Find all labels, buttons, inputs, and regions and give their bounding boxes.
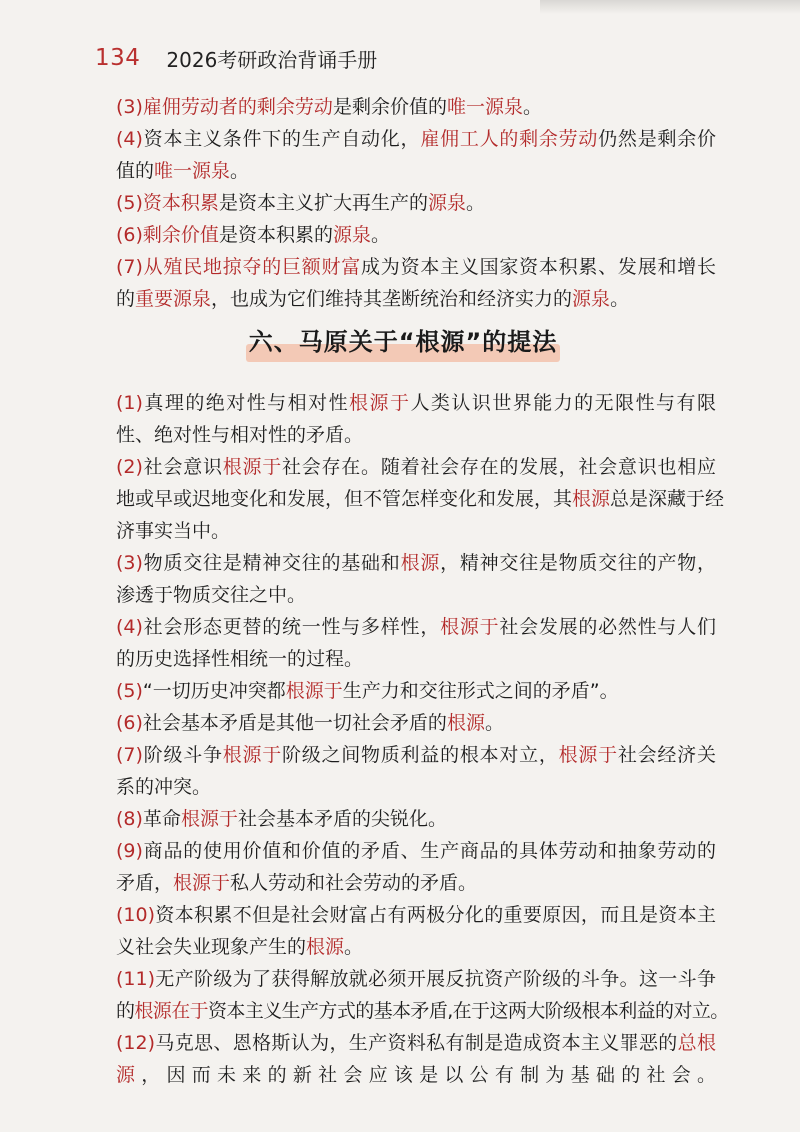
- text-line: [116, 219, 716, 251]
- text-line: [116, 899, 716, 931]
- text-line: [116, 675, 716, 707]
- text-segment: 系的冲突。: [116, 776, 212, 798]
- text-line: [116, 835, 716, 867]
- text-line: [116, 611, 716, 643]
- text-segment: 矛盾，: [116, 872, 174, 894]
- highlighted-term: 根源: [446, 712, 485, 734]
- text-segment: 阶级之间物质利益的根本对立，: [282, 744, 559, 766]
- item-number: (12): [116, 1032, 156, 1054]
- highlighted-term: 根源: [572, 488, 611, 510]
- highlighted-term: 雇佣工人的剩余劳动: [420, 128, 599, 150]
- text-segment: 社会经济关: [617, 744, 716, 766]
- text-segment: 是资本积累的: [218, 224, 333, 246]
- text-segment: 济事实当中。: [116, 520, 231, 542]
- text-segment: 物质交往是精神交往的基础和: [142, 552, 401, 574]
- text-line: [116, 643, 716, 675]
- text-line: [116, 579, 716, 611]
- text-segment: 。: [465, 192, 485, 214]
- text-line: [116, 387, 716, 419]
- text-segment: 社会基本矛盾是其他一切社会矛盾的: [142, 712, 447, 734]
- highlighted-term: 从殖民地掠夺的巨额财富: [142, 256, 362, 278]
- text-segment: 地或早或迟地变化和发展，但不管怎样变化和发展，其: [116, 488, 573, 510]
- text-line: [116, 283, 716, 315]
- highlighted-term: 源: [116, 1064, 142, 1086]
- text-line: [116, 155, 716, 187]
- item-number: (1): [116, 392, 143, 414]
- text-segment: 真理的绝对性与相对性: [142, 392, 350, 414]
- text-segment: 社会形态更替的统一性与多样性，: [142, 616, 441, 638]
- highlighted-term: 源泉: [572, 288, 611, 310]
- text-line: [116, 251, 716, 283]
- text-segment: 的历史选择性相统一的过程。: [116, 648, 364, 670]
- text-segment: 总是深藏于经: [610, 488, 725, 510]
- text-line: [116, 739, 716, 771]
- item-number: (6): [116, 224, 143, 246]
- highlighted-term: 唯一源泉: [446, 96, 523, 118]
- text-segment: 资本积累不但是社会财富占有两极分化的重要原因，而且是资本主: [155, 904, 716, 926]
- text-segment: 义社会失业现象产生的: [116, 936, 307, 958]
- text-line: [116, 963, 716, 995]
- item-number: (3): [116, 552, 143, 574]
- item-number: (7): [116, 744, 143, 766]
- text-segment: 社会意识: [142, 456, 223, 478]
- text-segment: 。: [344, 936, 364, 958]
- item-number: (2): [116, 456, 143, 478]
- text-line: [116, 91, 716, 123]
- text-segment: 值的: [116, 160, 155, 182]
- source-points-list: [116, 91, 716, 315]
- highlighted-term: 源泉: [427, 192, 466, 214]
- root-cause-points-list: [116, 387, 729, 1091]
- highlighted-term: 根源在于: [134, 1000, 209, 1022]
- text-segment: 社会存在。随着社会存在的发展，社会意识也相应: [282, 456, 716, 478]
- text-segment: 资本主义生产方式的基本矛盾,在于这两大阶级根本利益的对立。: [208, 1000, 729, 1022]
- highlighted-term: 总根: [677, 1032, 716, 1054]
- text-segment: 商品的使用价值和价值的矛盾、生产商品的具体劳动和抽象劳动的: [142, 840, 716, 862]
- text-segment: “一切历史冲突都: [142, 680, 286, 702]
- text-segment: 人类认识世界能力的无限性与有限: [410, 392, 716, 414]
- item-number: (5): [116, 680, 143, 702]
- highlighted-term: 根源于: [180, 808, 238, 830]
- text-line: [116, 1059, 716, 1091]
- text-line: [116, 419, 716, 451]
- highlighted-term: 源泉: [332, 224, 371, 246]
- text-segment: 。: [610, 288, 630, 310]
- page-number: 134: [95, 45, 141, 71]
- item-number: (4): [116, 616, 143, 638]
- text-segment: 。: [370, 224, 390, 246]
- text-segment: 性、绝对性与相对性的矛盾。: [116, 424, 364, 446]
- item-number: (3): [116, 96, 143, 118]
- section-heading: [238, 318, 568, 368]
- page-edge-shadow: [540, 0, 800, 14]
- text-line: [116, 1027, 716, 1059]
- highlighted-term: 根源于: [440, 616, 500, 638]
- text-segment: 的: [116, 1000, 135, 1022]
- text-segment: ，因而未来的新社会应该是以公有制为基础的社会。: [141, 1064, 716, 1086]
- text-segment: 无产阶级为了获得解放就必须开展反抗资产阶级的斗争。这一斗争: [155, 968, 716, 990]
- text-segment: 私人劳动和社会劳动的矛盾。: [230, 872, 478, 894]
- text-line: [116, 187, 716, 219]
- highlighted-term: 根源于: [349, 392, 411, 414]
- page-header: [95, 38, 377, 78]
- text-segment: 是资本主义扩大再生产的: [218, 192, 428, 214]
- item-number: (7): [116, 256, 143, 278]
- text-line: [116, 771, 716, 803]
- highlighted-term: 雇佣劳动者的剩余劳动: [142, 96, 333, 118]
- item-number: (11): [116, 968, 156, 990]
- section-title: 六、马原关于“根源”的提法: [248, 328, 558, 356]
- item-number: (6): [116, 712, 143, 734]
- highlighted-term: 剩余价值: [142, 224, 219, 246]
- text-segment: 是剩余价值的: [332, 96, 447, 118]
- book-title: 2026考研政治背诵手册: [166, 47, 378, 72]
- highlighted-term: 根源: [400, 552, 441, 574]
- item-number: (10): [116, 904, 156, 926]
- text-line: [116, 123, 716, 155]
- text-segment: 资本主义条件下的生产自动化，: [142, 128, 421, 150]
- text-line: [116, 515, 716, 547]
- text-segment: 渗透于物质交往之中。: [116, 584, 307, 606]
- text-segment: 阶级斗争: [142, 744, 223, 766]
- highlighted-term: 根源于: [222, 456, 283, 478]
- highlighted-term: 重要源泉: [135, 288, 212, 310]
- text-segment: 。: [230, 160, 250, 182]
- text-line: [116, 931, 716, 963]
- text-segment: 马克思、恩格斯认为，生产资料私有制是造成资本主义罪恶的: [155, 1032, 678, 1054]
- text-segment: ，精神交往是物质交往的产物，: [440, 552, 716, 574]
- highlighted-term: 唯一源泉: [154, 160, 231, 182]
- highlighted-term: 根源于: [558, 744, 618, 766]
- text-segment: 的: [116, 288, 136, 310]
- item-number: (4): [116, 128, 143, 150]
- item-number: (5): [116, 192, 143, 214]
- highlighted-term: 根源于: [222, 744, 282, 766]
- text-segment: 社会基本矛盾的尖锐化。: [237, 808, 447, 830]
- text-line: [116, 547, 716, 579]
- item-number: (8): [116, 808, 143, 830]
- text-segment: 革命: [142, 808, 181, 830]
- text-line: [116, 483, 725, 515]
- text-segment: 成为资本主义国家资本积累、发展和增长: [361, 256, 716, 278]
- text-line: [116, 707, 716, 739]
- text-segment: 仍然是剩余价: [598, 128, 716, 150]
- text-segment: 生产力和交往形式之间的矛盾”。: [342, 680, 619, 702]
- text-segment: 。: [522, 96, 542, 118]
- text-line: [116, 995, 729, 1027]
- item-number: (9): [116, 840, 143, 862]
- highlighted-term: 资本积累: [142, 192, 219, 214]
- text-line: [116, 451, 716, 483]
- text-line: [116, 803, 716, 835]
- text-segment: 社会发展的必然性与人们: [499, 616, 716, 638]
- text-line: [116, 867, 716, 899]
- highlighted-term: 根源于: [173, 872, 231, 894]
- highlighted-term: 根源: [306, 936, 345, 958]
- text-segment: ，也成为它们维持其垄断统治和经济实力的: [211, 288, 573, 310]
- text-segment: 。: [484, 712, 504, 734]
- highlighted-term: 根源于: [285, 680, 343, 702]
